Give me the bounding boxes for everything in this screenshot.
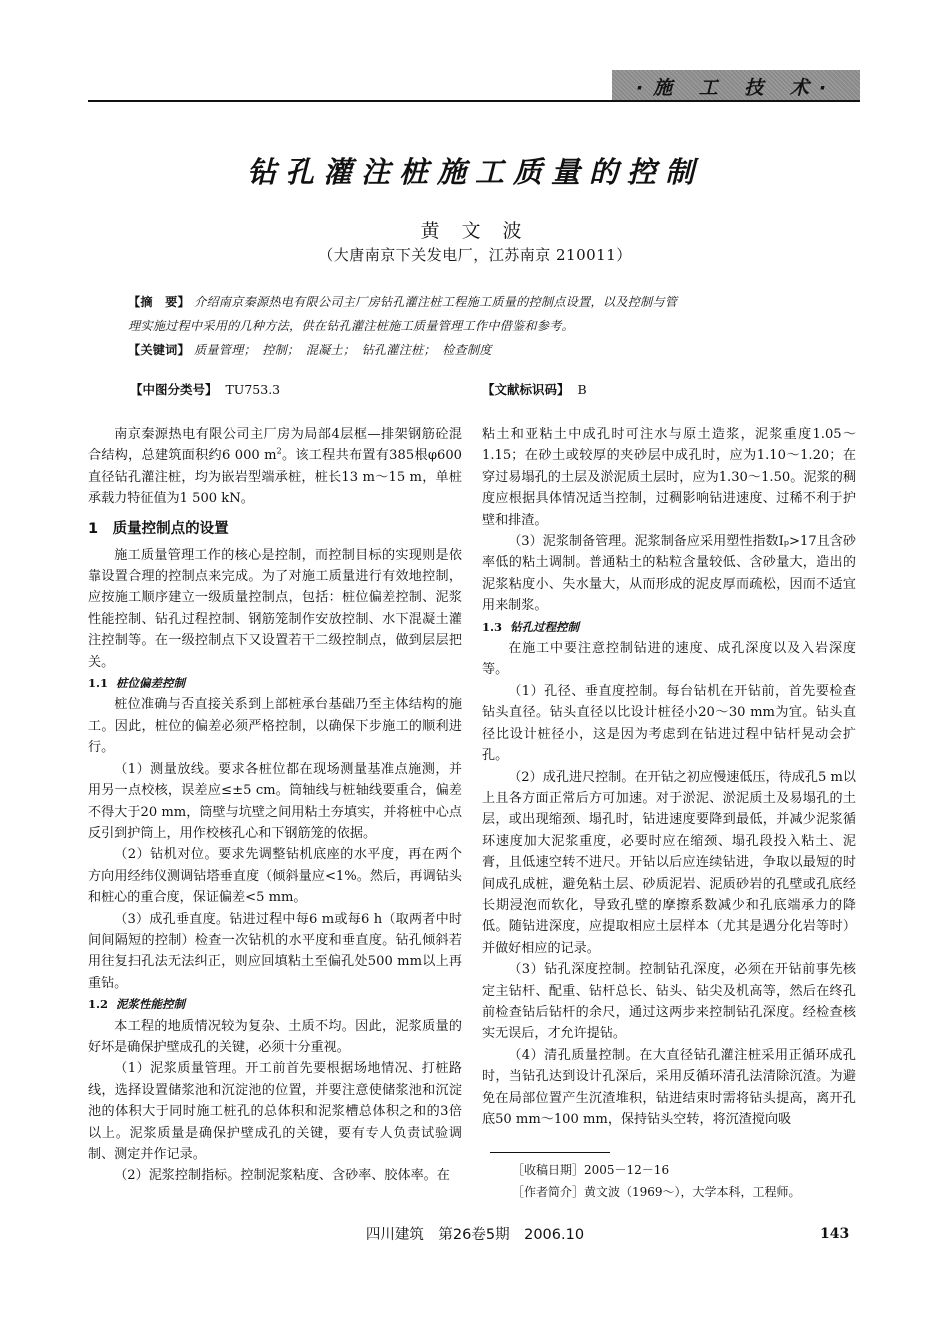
- clc-label: 【中图分类号】: [130, 382, 218, 397]
- clc-value: TU753.3: [225, 382, 281, 397]
- paragraph: 施工质量管理工作的核心是控制，而控制目标的实现则是依靠设置合理的控制点来完成。为了对施工质量进行有效地控制，应按施工顺序建立一级质量控制点，包括：桩位偏差控制、泥浆性能控制、钻孔过程控制、钢筋笼制作安放控制、水下混凝土灌注控制等。在一级控制点下又设置若干二级控制点，做到层层把关。: [88, 547, 462, 670]
- paragraph: （3）泥浆制备管理。泥浆制备应采用塑性指数Iₚ>17且含砂率低的粘土调制。普通粘土的粘粒含量较低、含砂量大，造出的泥浆粘度小、失水量大，从而形成的泥皮厚而疏松，因而不适宜用来制浆。: [482, 534, 856, 614]
- paragraph: （2）成孔进尺控制。在开钻之初应慢速低压，待成孔5 m以上且各方面正常后方可加速。对于淤泥、淤泥质土及易塌孔的土层，或出现缩颈、塌孔时，钻进速度要降到最低，并减少泥浆循环速度加大泥浆重度，必要时应在缩颈、塌孔段投入粘土、泥膏，且低速空转不进尺。开钻以后应连续钻进，争取以最短的时间成孔成桩，避免粘土层、砂质泥岩、泥质砂岩的孔壁或孔底经长期浸泡而软化，导致孔壁的摩擦系数减少和孔底端承力的降低。随钻进深度，应提取相应土层样本（尤其是遇分化岩等时）并做好相应的记录。: [482, 769, 856, 956]
- paragraph: （1）测量放线。要求各桩位都在现场测量基准点施测，并用另一点校核，误差应≤±5 cm。筒轴线与桩轴线要重合，偏差不得大于20 mm，筒壁与坑壁之间用粘土夯填实，并将桩中心点反引到护筒上，用作校核孔心和下钢筋笼的依据。: [88, 761, 462, 841]
- author-affiliation: （大唐南京下关发电厂，江苏南京 210011）: [318, 246, 632, 264]
- paragraph: 在施工中要注意控制钻进的速度、成孔深度以及入岩深度等。: [482, 641, 856, 678]
- keywords-text: 质量管理； 控制； 混凝土； 钻孔灌注桩； 检查制度: [194, 343, 492, 357]
- footnote-rule: [490, 1152, 610, 1153]
- section-tag: [612, 70, 860, 102]
- abstract-label: 【摘 要】: [128, 295, 190, 309]
- section-1-heading: 1 质量控制点的设置: [88, 520, 229, 537]
- section-1-1-heading: 1.1 桩位偏差控制: [88, 676, 186, 691]
- footnote-author-bio: ［作者简介］黄文波（1969～），大学本科，工程师。: [512, 1185, 801, 1199]
- right-column: [482, 424, 856, 1130]
- page-number: 143: [820, 1226, 850, 1242]
- paragraph: （1）泥浆质量管理。开工前首先要根据场地情况、打桩路线，选择设置储浆池和沉淀池的位置，并要注意使储浆池和沉淀池的体积大于同时施工桩孔的总体积和泥浆槽总体积之和的3倍以上。泥浆质量是确保护壁成孔的关键，要有专人负责试验调制、测定并作记录。: [88, 1061, 462, 1162]
- document-code-value: B: [577, 382, 587, 397]
- paragraph: （3）钻孔深度控制。控制钻孔深度，必须在开钻前事先核定主钻杆、配重、钻杆总长、钻头、钻尖及机高等，然后在终孔前检查钻后钻杆的余尺，通过这两步来控制钻孔深度。经检查核实无误后，才允许提钻。: [482, 962, 856, 1042]
- left-column: [88, 424, 462, 1187]
- abstract-line-1: 介绍南京秦源热电有限公司主厂房钻孔灌注桩工程施工质量的控制点设置，以及控制与管: [194, 295, 678, 309]
- paragraph: （4）清孔质量控制。在大直径钻孔灌注桩采用正循环成孔时，当钻孔达到设计孔深后，采用反循环清孔法清除沉渣。为避免在局部位置产生沉渣堆积，钻进结束时需将钻头提高，离开孔底50 mm～100 mm，保持钻头空转，将沉渣搅向吸: [482, 1047, 856, 1127]
- header-rule: [88, 100, 860, 102]
- paragraph: 本工程的地质情况较为复杂、土质不均。因此，泥浆质量的好坏是确保护壁成孔的关键，必须十分重视。: [88, 1018, 462, 1055]
- keywords: [128, 338, 844, 362]
- author-name: 黄 文 波: [420, 220, 530, 242]
- section-1-3-heading: 1.3 钻孔过程控制: [482, 619, 580, 634]
- footnote-received: ［收稿日期］2005－12－16: [512, 1163, 670, 1177]
- intro-paragraph: 南京秦源热电有限公司主厂房为局部4层框—排架钢筋砼混合结构，总建筑面积约6 000 $m^2$。该工程共布置有385根φ600直径钻孔灌注桩，均为嵌岩型端承桩，桩长13 m～15 m，单桩承载力特征值为1 500 kN。: [88, 427, 463, 507]
- section-1-2-heading: 1.2 泥浆性能控制: [88, 997, 186, 1012]
- section-tag-text: ·施 工 技 术·: [635, 76, 837, 99]
- abstract: [128, 290, 844, 338]
- paragraph: 粘土和亚粘土中成孔时可注水与原土造浆，泥浆重度1.05～1.15；在砂土或较厚的夹砂层中成孔时，应为1.10～1.20；在穿过易塌孔的土层及淤泥质土层时，应为1.30～1.50。泥浆的稠度应根据具体情况适当控制，过稠影响钻进速度、过稀不利于护壁和排渣。: [482, 427, 856, 528]
- article-title: 钻孔灌注桩施工质量的控制: [246, 155, 703, 189]
- clc-number: [130, 380, 280, 398]
- paragraph: （1）孔径、垂直度控制。每台钻机在开钻前，首先要检查钻头直径。钻头直径以比设计桩径小20～30 mm为宜。钻头直径比设计桩径小，这是因为考虑到在钻进过程中钻杆晃动会扩孔。: [482, 683, 856, 764]
- document-code-label: 【文献标识码】: [482, 382, 570, 397]
- journal-footer: 四川建筑 第26卷5期 2006.10: [365, 1227, 585, 1243]
- paragraph: （3）成孔垂直度。钻进过程中每6 m或每6 h（取两者中时间间隔短的控制）检查一次钻机的水平度和垂直度。钻孔倾斜若用往复扫孔法无法纠正，则应回填粘土至偏孔处500 mm以上再重钻。: [88, 911, 462, 991]
- document-code: [482, 380, 587, 398]
- paragraph: （2）钻机对位。要求先调整钻机底座的水平度，再在两个方向用经纬仪测调钻塔垂直度（倾斜量应<1%。然后，再调钻头和桩心的重合度，保证偏差<5 mm。: [88, 847, 462, 906]
- keywords-label: 【关键词】: [128, 343, 190, 357]
- paragraph: 桩位准确与否直接关系到上部桩承台基础乃至主体结构的施工。因此，桩位的偏差必须严格控制，以确保下步施工的顺利进行。: [88, 697, 462, 756]
- paragraph: （2）泥浆控制指标。控制泥浆粘度、含砂率、胶体率。在: [114, 1168, 450, 1184]
- abstract-line-2: 理实施过程中采用的几种方法，供在钻孔灌注桩施工质量管理工作中借鉴和参考。: [128, 319, 574, 333]
